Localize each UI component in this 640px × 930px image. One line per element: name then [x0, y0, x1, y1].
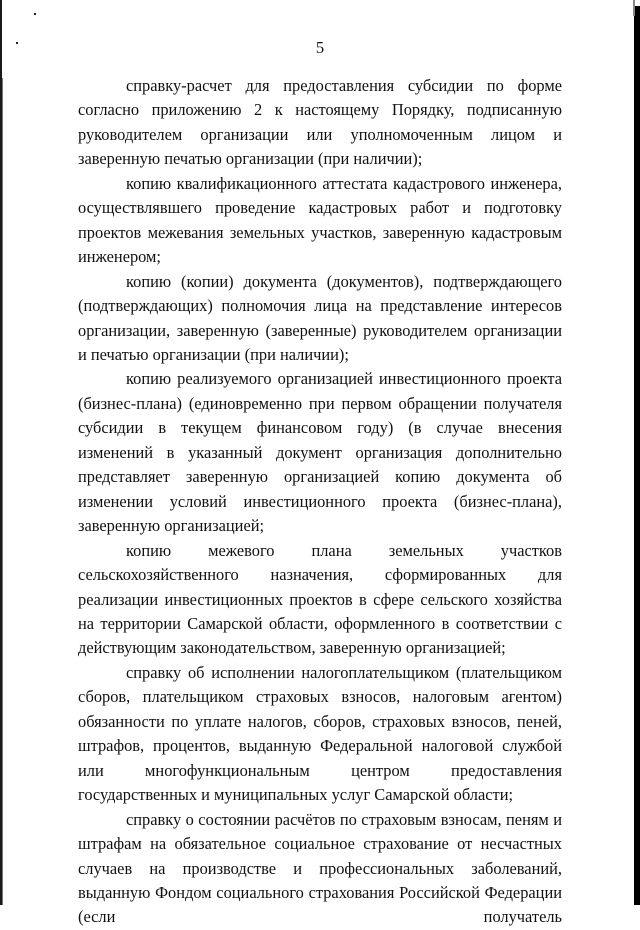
- paragraph: справку об исполнении налогоплательщиком (плательщиком сборов, плательщиком страховых взносов, налоговым агентом) обязанности по уплате налогов, сборов, страховых взносов, пеней, штрафов, процентов, выданную Федеральной налоговой службой или многофункциональным центром предоставления государственных и муниципальных услуг Самарской области;: [78, 662, 562, 805]
- paragraph: копию (копии) документа (документов), подтверждающего (подтверждающих) полномочия лица на представление интересов организации, заверенную (заверенные) руководителем организации и печатью организации (при наличии);: [78, 271, 562, 364]
- paragraph: копию реализуемого организацией инвестиционного проекта (бизнес-плана) (единовременно при первом обращении получателя субсидии в текущем финансовом году) (в случае внесения изменений в указанный документ организация дополнительно представляет заверенную организацией копию документа об изменении условий инвестиционного проекта (бизнес-плана), заверенную организацией;: [78, 369, 562, 536]
- paragraph: справку-расчет для предоставления субсидии по форме согласно приложению 2 к настоящему Порядку, подписанную руководителем организации или уполномоченным лицом и заверенную печатью организации (при наличии);: [78, 76, 562, 169]
- scan-edge-left-shadow: [2, 78, 3, 905]
- document-body: [78, 74, 562, 930]
- page-number: 5: [315, 38, 325, 57]
- paragraph: справку о состоянии расчётов по страховым взносам, пеням и штрафам на обязательное социальное страхование от несчастных случаев на производстве и профессиональных заболеваний, выданную Фондом социального страхования Российской Федерации (если получатель: [78, 809, 562, 927]
- scan-edge-right-top: [633, 0, 635, 16]
- paragraph: копию межевого плана земельных участков сельскохозяйственного назначения, сформированных для реализации инвестиционных проектов в сфере сельского хозяйства на территории Самарской области, оформленного в соответствии с действующим законодательством, заверенную организацией;: [78, 540, 562, 658]
- scan-speck: [34, 13, 36, 15]
- scan-edge-right: [634, 6, 640, 905]
- paragraph: копию квалификационного аттестата кадастрового инженера, осуществлявшего проведение кадастровых работ и подготовку проектов межевания земельных участков, заверенную кадастровым инженером;: [78, 173, 562, 267]
